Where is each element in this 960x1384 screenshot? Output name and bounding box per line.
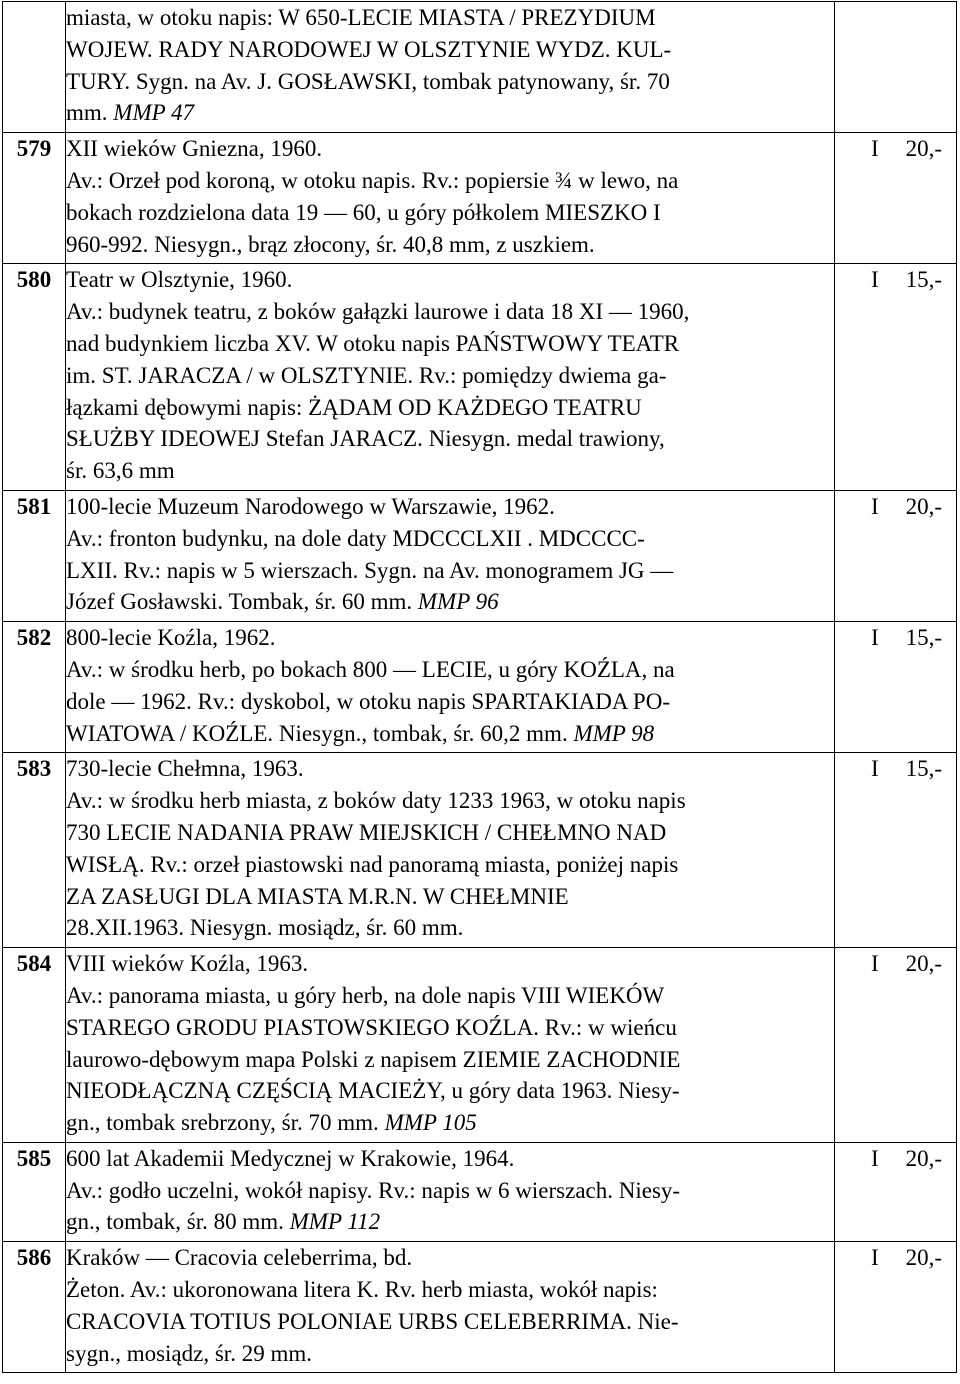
- item-number: 582: [3, 622, 66, 753]
- starting-price: 15,-: [905, 756, 942, 782]
- description-line: [66, 264, 834, 296]
- description-line: [66, 360, 834, 392]
- description-line: [66, 718, 834, 753]
- description-text: NIEODŁĄCZNĄ CZĘŚCIĄ MACIEŻY, u góry data 1963. Niesy-: [66, 1078, 680, 1104]
- description-text: śr. 63,6 mm: [66, 458, 175, 484]
- starting-price: 15,-: [905, 267, 942, 293]
- starting-price: 20,-: [905, 493, 942, 519]
- description-text: Teatr w Olsztynie, 1960.: [66, 267, 293, 293]
- catalog-row: [3, 1242, 957, 1373]
- item-description: [66, 264, 835, 491]
- item-price: [835, 2, 957, 133]
- description-line: [66, 2, 834, 34]
- description-line: [66, 197, 834, 229]
- description-text: WIATOWA / KOŹLE. Niesygn., tombak, śr. 60,2 mm.: [66, 720, 574, 746]
- description-text: Kraków — Cracovia celeberrima, bd.: [66, 1245, 413, 1271]
- description-text: mm.: [66, 100, 114, 126]
- catalog-row: [3, 1142, 957, 1241]
- price-wrap: [835, 622, 956, 654]
- item-price: [835, 133, 957, 264]
- item-number: 583: [3, 753, 66, 948]
- item-description: [66, 622, 835, 753]
- mmp-reference: MMP 47: [113, 100, 194, 126]
- description-text: ZA ZASŁUGI DLA MIASTA M.R.N. W CHEŁMNIE: [66, 883, 569, 909]
- description-line: [66, 523, 834, 555]
- catalog-row: [3, 622, 957, 753]
- item-number: 580: [3, 264, 66, 491]
- description-text: XII wieków Gniezna, 1960.: [66, 136, 323, 162]
- item-number: 579: [3, 133, 66, 264]
- description-text: dole — 1962. Rv.: dyskobol, w otoku napis SPARTAKIADA PO-: [66, 688, 670, 714]
- description-line: [66, 980, 834, 1012]
- item-description: [66, 1242, 835, 1373]
- description-text: Av.: w środku herb miasta, z boków daty 1233 1963, w otoku napis: [66, 788, 686, 814]
- condition-grade: I: [871, 493, 879, 519]
- catalog-row: [3, 2, 957, 133]
- starting-price: 15,-: [905, 625, 942, 651]
- description-text: Żeton. Av.: ukoronowana litera K. Rv. herb miasta, wokół napis:: [66, 1277, 658, 1303]
- description-line: [66, 753, 834, 785]
- item-description: [66, 490, 835, 621]
- description-text: 800-lecie Koźla, 1962.: [66, 625, 276, 651]
- description-line: [66, 97, 834, 132]
- price-wrap: [835, 948, 956, 980]
- description-text: laurowo-dębowym mapa Polski z napisem ZIEMIE ZACHODNIE: [66, 1046, 681, 1072]
- item-description: [66, 753, 835, 948]
- starting-price: 20,-: [905, 1145, 942, 1171]
- description-text: 28.XII.1963. Niesygn. mosiądz, śr. 60 mm.: [66, 915, 464, 941]
- description-text: 730 LECIE NADANIA PRAW MIEJSKICH / CHEŁMNO NAD: [66, 819, 667, 845]
- price-wrap: [835, 264, 956, 296]
- description-text: SŁUŻBY IDEOWEJ Stefan JARACZ. Niesygn. medal trawiony,: [66, 426, 665, 452]
- description-text: LXII. Rv.: napis w 5 wierszach. Sygn. na Av. monogramem JG —: [66, 557, 674, 583]
- description-text: bokach rozdzielona data 19 — 60, u góry półkolem MIESZKO I: [66, 199, 661, 225]
- description-line: [66, 165, 834, 197]
- description-text: Av.: Orzeł pod koroną, w otoku napis. Rv.: popiersie ¾ w lewo, na: [66, 167, 679, 193]
- description-line: [66, 1242, 834, 1274]
- item-description: [66, 133, 835, 264]
- description-text: im. ST. JARACZA / w OLSZTYNIE. Rv.: pomiędzy dwiema ga-: [66, 362, 667, 388]
- description-line: [66, 328, 834, 360]
- description-text: Av.: panorama miasta, u góry herb, na dole napis VIII WIEKÓW: [66, 982, 665, 1008]
- item-description: [66, 948, 835, 1143]
- description-line: [66, 654, 834, 686]
- condition-grade: I: [871, 951, 879, 977]
- description-line: [66, 1044, 834, 1076]
- description-text: nad budynkiem liczba XV. W otoku napis PAŃSTWOWY TEATR: [66, 330, 680, 356]
- description-text: VIII wieków Koźla, 1963.: [66, 951, 309, 977]
- description-line: [66, 849, 834, 881]
- description-text: Józef Gosławski. Tombak, śr. 60 mm.: [66, 589, 418, 615]
- description-text: 960-992. Niesygn., brąz złocony, śr. 40,8 mm, z uszkiem.: [66, 231, 595, 257]
- description-line: [66, 133, 834, 165]
- description-text: STAREGO GRODU PIASTOWSKIEGO KOŹLA. Rv.: w wieńcu: [66, 1014, 677, 1040]
- description-text: łązkami dębowymi napis: ŻĄDAM OD KAŻDEGO TEATRU: [66, 394, 642, 420]
- description-text: Av.: budynek teatru, z boków gałązki laurowe i data 18 XI — 1960,: [66, 299, 690, 325]
- description-line: [66, 817, 834, 849]
- description-text: Av.: w środku herb, po bokach 800 — LECIE, u góry KOŹLA, na: [66, 656, 675, 682]
- description-line: [66, 296, 834, 328]
- description-line: [66, 912, 834, 947]
- description-text: WOJEW. RADY NARODOWEJ W OLSZTYNIE WYDZ. KUL-: [66, 36, 672, 62]
- description-line: [66, 785, 834, 817]
- description-text: sygn., mosiądz, śr. 29 mm.: [66, 1340, 312, 1366]
- description-line: [66, 622, 834, 654]
- description-text: 730-lecie Chełmna, 1963.: [66, 756, 304, 782]
- price-wrap: [835, 1143, 956, 1175]
- description-text: WISŁĄ. Rv.: orzeł piastowski nad panoramą miasta, poniżej napis: [66, 851, 679, 877]
- condition-grade: I: [871, 136, 879, 162]
- condition-grade: I: [871, 625, 879, 651]
- item-number: [3, 2, 66, 133]
- price-wrap: [835, 753, 956, 785]
- description-line: [66, 34, 834, 66]
- catalog-row: [3, 490, 957, 621]
- item-price: [835, 948, 957, 1143]
- description-text: 600 lat Akademii Medycznej w Krakowie, 1964.: [66, 1145, 515, 1171]
- description-text: gn., tombak, śr. 80 mm.: [66, 1209, 290, 1235]
- description-text: gn., tombak srebrzony, śr. 70 mm.: [66, 1110, 385, 1136]
- description-line: [66, 948, 834, 980]
- description-line: [66, 455, 834, 490]
- description-line: [66, 423, 834, 455]
- price-wrap: [835, 1242, 956, 1274]
- condition-grade: I: [871, 1245, 879, 1271]
- description-line: [66, 1175, 834, 1207]
- item-price: [835, 1242, 957, 1373]
- item-price: [835, 1142, 957, 1241]
- mmp-reference: MMP 112: [289, 1209, 381, 1235]
- description-line: [66, 1012, 834, 1044]
- catalog-row: [3, 948, 957, 1143]
- catalog-row: [3, 753, 957, 948]
- description-line: [66, 1107, 834, 1142]
- description-line: [66, 1274, 834, 1306]
- item-price: [835, 622, 957, 753]
- condition-grade: I: [871, 267, 879, 293]
- description-line: [66, 392, 834, 424]
- catalog-row: [3, 264, 957, 491]
- description-line: [66, 686, 834, 718]
- description-text: miasta, w otoku napis: W 650-LECIE MIASTA / PREZYDIUM: [66, 5, 656, 30]
- description-line: [66, 1143, 834, 1175]
- description-line: [66, 491, 834, 523]
- description-line: [66, 586, 834, 621]
- item-number: 584: [3, 948, 66, 1143]
- starting-price: 20,-: [905, 136, 942, 162]
- description-text: Av.: fronton budynku, na dole daty MDCCCLXII . MDCCCC-: [66, 525, 645, 551]
- catalog-table: [2, 1, 957, 1373]
- description-line: [66, 881, 834, 913]
- description-text: CRACOVIA TOTIUS POLONIAE URBS CELEBERRIMA. Nie-: [66, 1308, 679, 1334]
- description-line: [66, 66, 834, 98]
- starting-price: 20,-: [905, 1245, 942, 1271]
- catalog-body: [3, 2, 957, 1373]
- item-description: [66, 2, 835, 133]
- mmp-reference: MMP 105: [384, 1110, 477, 1136]
- price-wrap: [835, 491, 956, 523]
- item-number: 585: [3, 1142, 66, 1241]
- price-wrap: [835, 133, 956, 165]
- description-line: [66, 1206, 834, 1241]
- mmp-reference: MMP 96: [417, 589, 499, 615]
- item-description: [66, 1142, 835, 1241]
- description-text: TURY. Sygn. na Av. J. GOSŁAWSKI, tombak patynowany, śr. 70: [66, 68, 670, 94]
- item-price: [835, 264, 957, 491]
- condition-grade: I: [871, 756, 879, 782]
- description-line: [66, 1338, 834, 1373]
- description-line: [66, 555, 834, 587]
- item-price: [835, 490, 957, 621]
- description-line: [66, 1075, 834, 1107]
- description-line: [66, 1306, 834, 1338]
- description-text: 100-lecie Muzeum Narodowego w Warszawie, 1962.: [66, 493, 555, 519]
- catalog-row: [3, 133, 957, 264]
- mmp-reference: MMP 98: [573, 720, 655, 746]
- item-price: [835, 753, 957, 948]
- starting-price: 20,-: [905, 951, 942, 977]
- description-text: Av.: godło uczelni, wokół napisy. Rv.: napis w 6 wierszach. Niesy-: [66, 1177, 681, 1203]
- item-number: 586: [3, 1242, 66, 1373]
- description-line: [66, 229, 834, 264]
- item-number: 581: [3, 490, 66, 621]
- condition-grade: I: [871, 1145, 879, 1171]
